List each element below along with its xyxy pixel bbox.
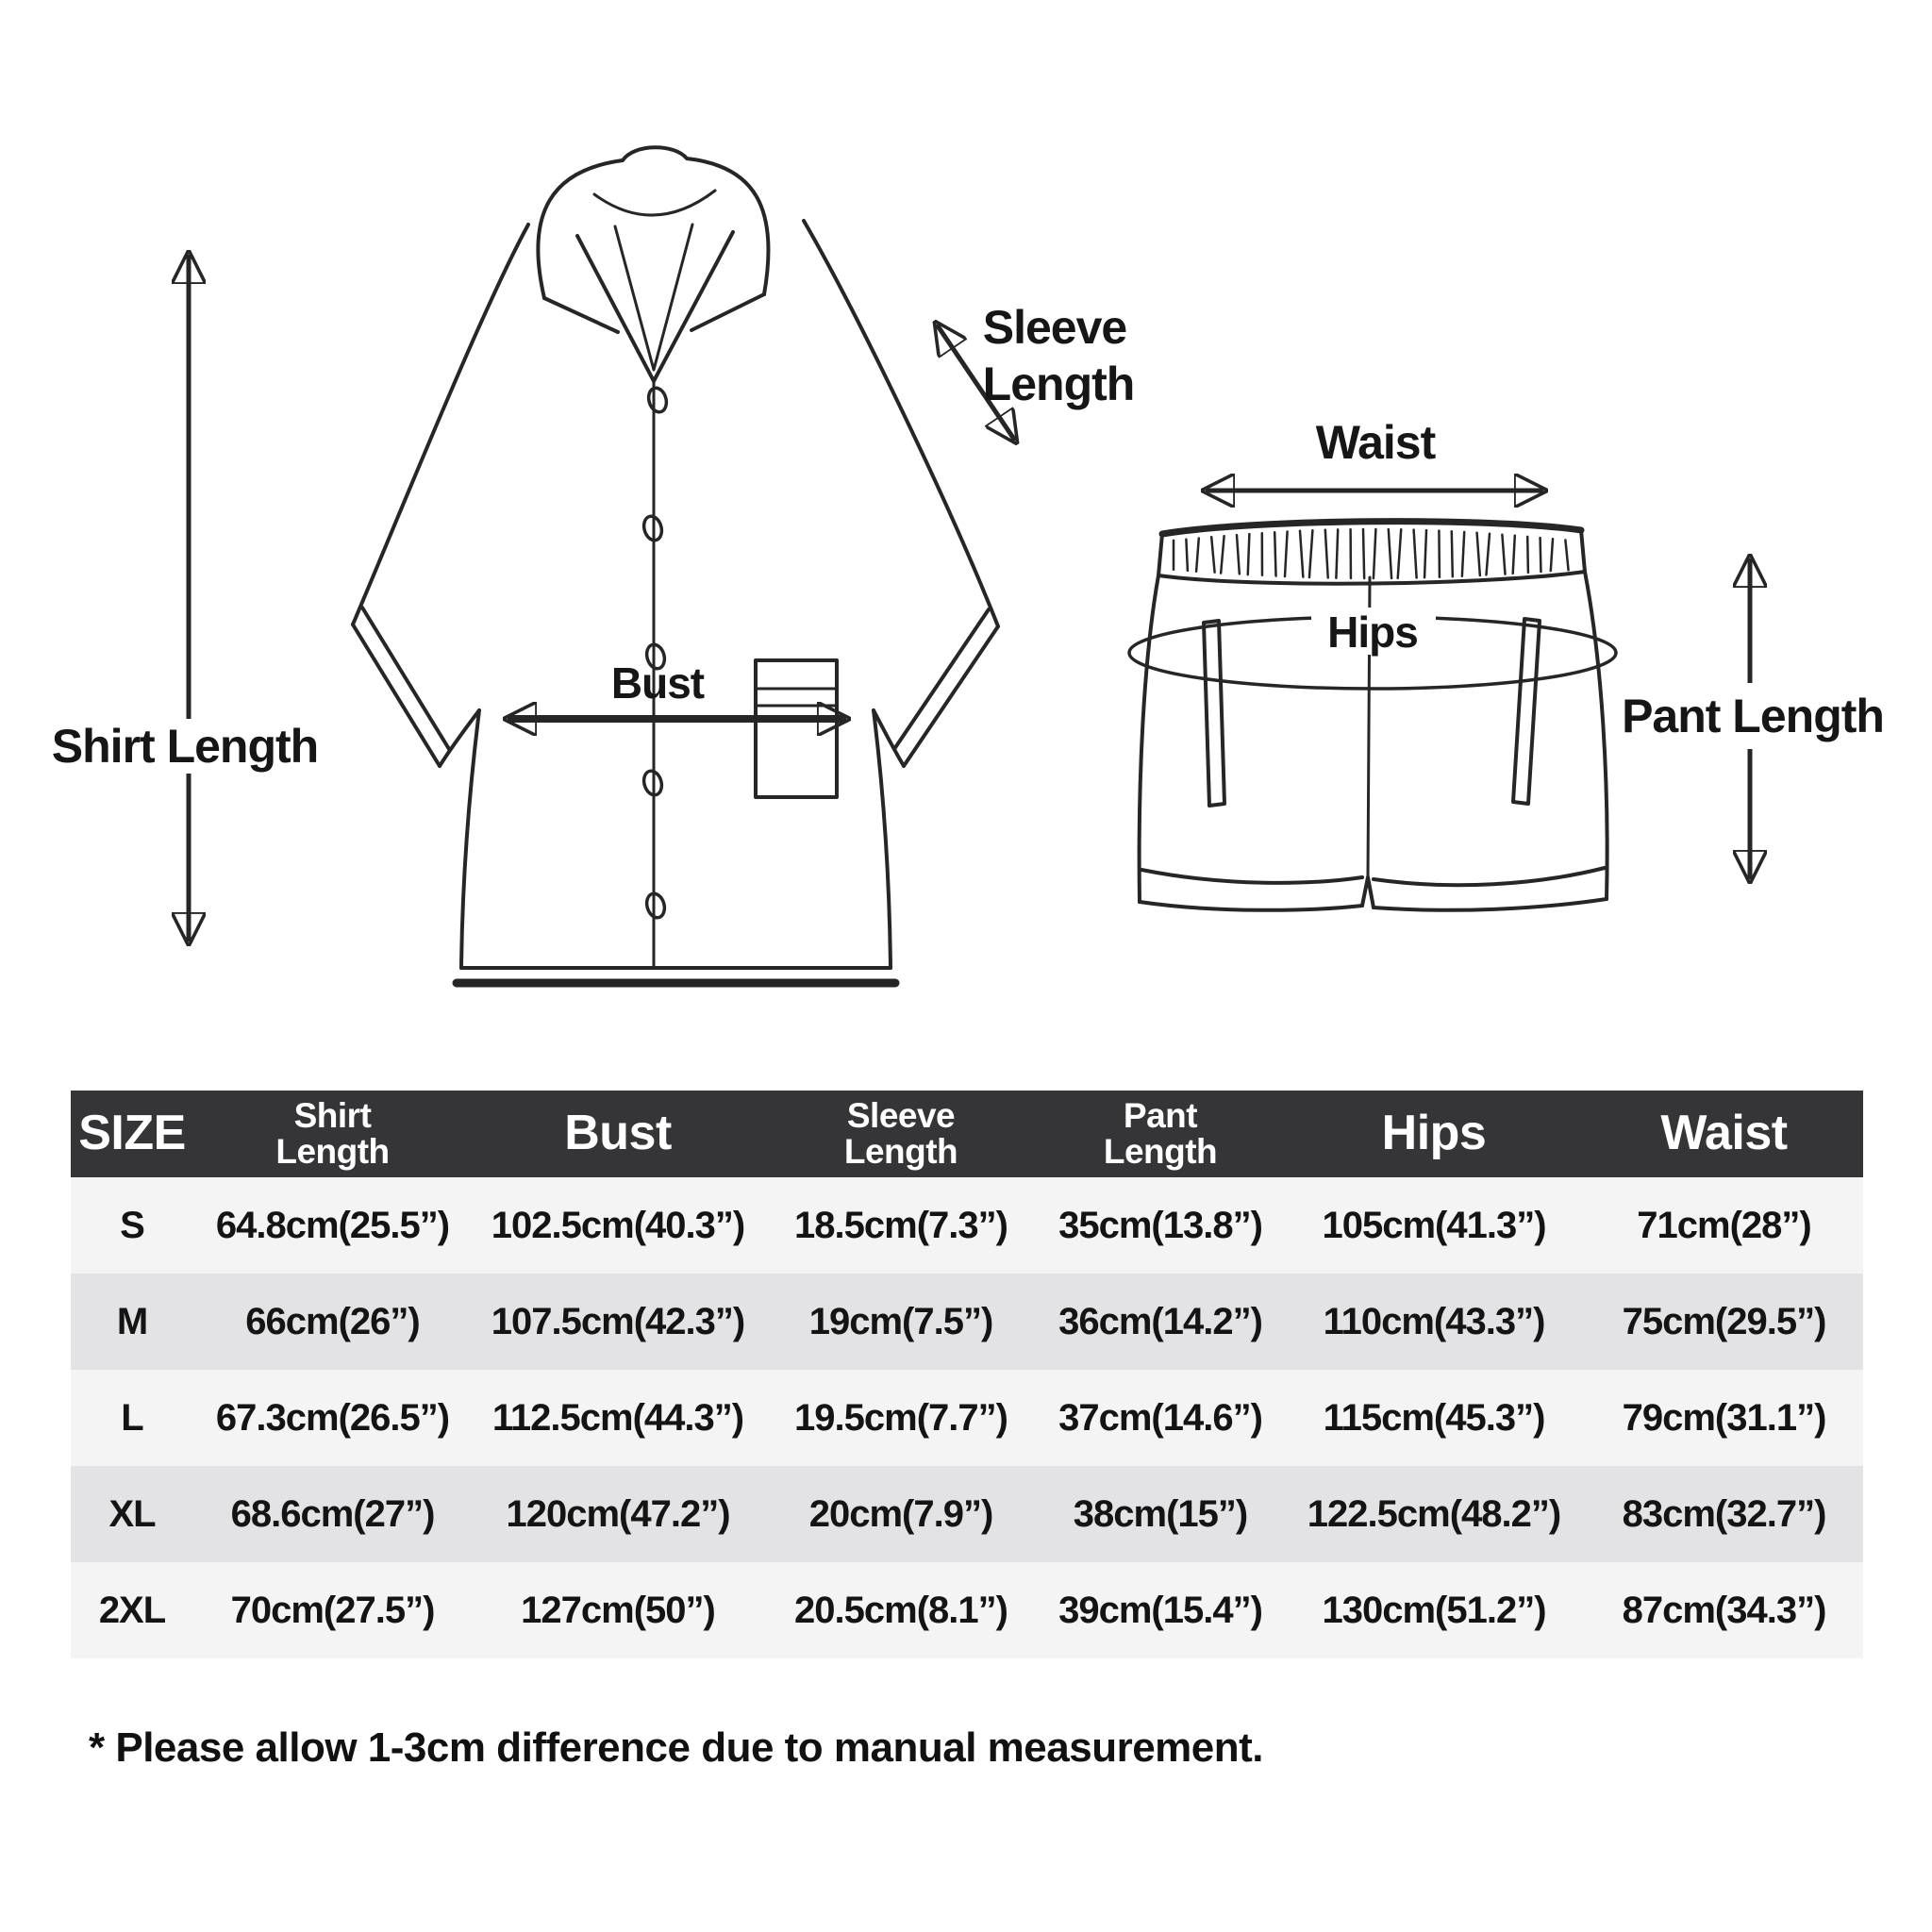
value-cell: 83cm(32.7”) [1622, 1492, 1826, 1535]
value-cell: 38cm(15”) [1073, 1492, 1248, 1535]
value-cell: 71cm(28”) [1637, 1204, 1811, 1246]
shirt-lapel-left [577, 236, 654, 381]
shorts-left-cuff-line [1141, 870, 1362, 883]
header-shirt-length: Shirt Length [275, 1096, 390, 1171]
shirt-illustration [353, 147, 998, 983]
header-pant-length: Pant Length [1103, 1096, 1218, 1171]
value-cell: 110cm(43.3”) [1323, 1300, 1545, 1342]
shirt-pocket-flap [756, 689, 837, 706]
value-cell: 112.5cm(44.3”) [491, 1396, 744, 1439]
shorts-right-cuff-line [1374, 868, 1605, 885]
hips-label: Hips [1327, 608, 1418, 657]
shirt-lapel-right [654, 232, 733, 381]
shorts-left-side [1140, 575, 1158, 902]
waist-label: Waist [1315, 416, 1436, 469]
shorts-right-side [1585, 572, 1607, 899]
value-cell: 107.5cm(42.3”) [491, 1300, 745, 1342]
size-table [71, 1091, 1863, 1658]
value-cell: 130cm(51.2”) [1322, 1589, 1546, 1631]
value-cell: 35cm(13.8”) [1058, 1204, 1262, 1246]
value-cell: 75cm(29.5”) [1622, 1300, 1826, 1342]
shirt-left-sleeve [353, 225, 528, 625]
value-cell: 19cm(7.5”) [808, 1300, 993, 1342]
shirt-measurements [49, 255, 1134, 941]
table-row [71, 1466, 1863, 1562]
value-cell: 68.6cm(27”) [230, 1492, 435, 1535]
value-cell: 64.8cm(25.5”) [215, 1204, 450, 1246]
shorts-right-leg-hem [1374, 899, 1607, 910]
table-row [71, 1177, 1863, 1274]
value-cell: 66cm(26”) [245, 1300, 420, 1342]
value-cell: 115cm(45.3”) [1323, 1396, 1545, 1439]
shorts-waistband-top [1162, 522, 1581, 534]
header-sleeve-length: Sleeve Length [843, 1096, 958, 1171]
size-cell: L [121, 1396, 143, 1439]
shorts-left-leg-hem [1140, 902, 1362, 910]
value-cell: 127cm(50”) [521, 1589, 715, 1631]
value-cell: 18.5cm(7.3”) [794, 1204, 1008, 1246]
value-cell: 70cm(27.5”) [230, 1589, 435, 1631]
table-row [71, 1274, 1863, 1370]
size-cell: M [116, 1300, 148, 1342]
pant-length-label: Pant Length [1622, 690, 1884, 742]
size-cell: S [120, 1204, 144, 1246]
shorts-waistband-bottom [1158, 572, 1585, 584]
shirt-length-label: Shirt Length [51, 720, 319, 773]
value-cell: 20.5cm(8.1”) [794, 1589, 1008, 1631]
size-table-header [71, 1091, 1863, 1177]
header-bust: Bust [564, 1106, 672, 1161]
sleeve-length-label-line1: Sleeve [982, 301, 1127, 354]
size-cell: XL [108, 1492, 156, 1535]
shirt-right-cuff [894, 609, 998, 766]
shorts-illustration [1129, 522, 1616, 910]
shirt-right-side [874, 710, 891, 968]
shirt-left-side [461, 710, 479, 968]
shirt-collar-bottom [544, 294, 764, 332]
bust-label: Bust [610, 658, 705, 708]
shorts-right-pocket [1513, 619, 1540, 804]
header-size: SIZE [78, 1106, 186, 1161]
size-cell: 2XL [98, 1589, 166, 1631]
table-row [71, 1370, 1863, 1466]
shorts-crotch [1362, 877, 1374, 908]
value-cell: 36cm(14.2”) [1058, 1300, 1262, 1342]
shirt-left-cuff [353, 608, 449, 766]
waistband-ribbing [1174, 529, 1569, 578]
shorts-measurements [1206, 416, 1884, 879]
value-cell: 122.5cm(48.2”) [1307, 1492, 1561, 1535]
header-waist: Waist [1660, 1106, 1788, 1161]
sleeve-length-label-line2: Length [982, 358, 1135, 410]
value-cell: 19.5cm(7.7”) [794, 1396, 1008, 1439]
header-hips: Hips [1381, 1106, 1487, 1161]
shirt-collar-outer [538, 147, 768, 298]
shirt-right-sleeve [804, 221, 998, 626]
value-cell: 79cm(31.1”) [1622, 1396, 1826, 1439]
shirt-collar-back-seam [594, 191, 715, 215]
value-cell: 87cm(34.3”) [1622, 1589, 1826, 1631]
shirt-pocket [756, 660, 837, 797]
value-cell: 105cm(41.3”) [1322, 1204, 1546, 1246]
table-row [71, 1562, 1863, 1658]
value-cell: 20cm(7.9”) [808, 1492, 993, 1535]
value-cell: 120cm(47.2”) [506, 1492, 730, 1535]
value-cell: 37cm(14.6”) [1058, 1396, 1262, 1439]
measurement-footnote: * Please allow 1-3cm difference due to manual measurement. [89, 1724, 1264, 1771]
shirt-neckline [615, 225, 692, 370]
value-cell: 102.5cm(40.3”) [491, 1204, 745, 1246]
size-table-body [71, 1177, 1863, 1658]
value-cell: 67.3cm(26.5”) [215, 1396, 450, 1439]
value-cell: 39cm(15.4”) [1058, 1589, 1262, 1631]
shorts-left-pocket [1204, 621, 1224, 806]
